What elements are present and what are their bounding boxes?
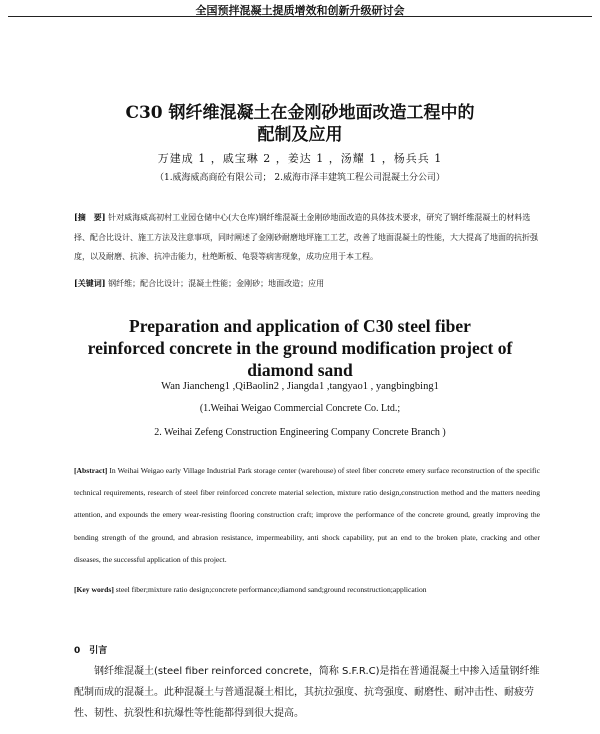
chinese-title-line2: 配制及应用 xyxy=(257,125,343,145)
english-title-line2: reinforced concrete in the ground modification project of xyxy=(87,338,513,358)
chinese-abstract-text: 针对威海威高初村工业园仓储中心(大仓库)钢纤维混凝土金刚砂地面改造的具体技术要求，研究了钢纤维混凝土的材料选择、配合比设计、施工方法及注意事项，同时阐述了金刚砂耐磨地坪施工工艺，改善了地面混凝土的性能，大大提高了地面的抗折强度，以及耐磨、抗渗、抗冲击能力，杜绝断板、龟裂等病害现象，成功应用于本工程。 xyxy=(74,213,538,261)
english-title-line3: diamond sand xyxy=(247,360,353,380)
chinese-affiliations: （1.威海威高商砼有限公司； 2.威海市泽丰建筑工程公司混凝土分公司） xyxy=(154,173,446,183)
chinese-keywords-text: 钢纤维；配合比设计；混凝土性能；金刚砂；地面改造；应用 xyxy=(105,279,325,288)
chinese-authors: 万建成 1 ，戚宝琳 2 ，姜达 1 ，汤耀 1 ，杨兵兵 1 xyxy=(157,152,443,165)
chinese-keywords xyxy=(74,278,544,289)
english-abstract xyxy=(74,460,540,571)
english-abstract-label: [Abstract] xyxy=(74,466,108,475)
header-rule xyxy=(8,16,592,17)
english-keywords-text: steel fiber;mixture ratio design;concrete performance;diamond sand;ground reconstruction;application xyxy=(113,585,427,594)
english-authors: Wan Jiancheng1 ,QiBaolin2 , Jiangda1 ,tangyao1 , yangbingbing1 xyxy=(161,381,439,392)
section-heading: 0 引言 xyxy=(74,646,108,656)
english-title xyxy=(60,315,540,381)
english-keywords xyxy=(74,585,544,594)
english-abstract-text: In Weihai Weigao early Village Industrial Park storage center (warehouse) of steel fiber concrete emery surface reconstruction of the specific technical requirements, research of steel fiber reinforced concrete material selection, mixture ratio design,construction method and the matters needing attention, and expounds the emery wear-resisting flooring construction craft; improve the performance of the concrete ground, greatly improving the bending strength of the ground, and abrasion resistance, impermeability, anti shock capability, put an end to the broken plate, cracking and other diseases, the successful application of this project. xyxy=(74,466,540,564)
english-affiliation-1: (1.Weihai Weigao Commercial Concrete Co. Ltd.; xyxy=(199,403,401,414)
chinese-abstract xyxy=(74,208,544,267)
english-title-line1: Preparation and application of C30 steel fiber xyxy=(129,316,471,336)
conference-header: 全国预拌混凝土提质增效和创新升级研讨会 xyxy=(195,4,405,17)
english-keywords-label: [Key words] xyxy=(74,585,114,594)
english-affiliation-2: 2. Weihai Zefeng Construction Engineering Company Concrete Branch ) xyxy=(154,427,446,438)
chinese-abstract-label: [摘 要] xyxy=(74,212,106,222)
chinese-title-line1: C30 钢纤维混凝土在金刚砂地面改造工程中的 xyxy=(125,103,475,123)
chinese-keywords-label: [关键词] xyxy=(74,278,106,288)
intro-paragraph: 钢纤维混凝土(steel fiber reinforced concrete，简称 S.F.R.C)是指在普通混凝土中掺入适量钢纤维配制而成的混凝土。此种混凝土与普通混凝土相比，其抗拉强度、抗弯强度、耐磨性、耐冲击性、耐疲劳性、韧性、抗裂性和抗爆性等性能都得到很大提高。 xyxy=(74,666,540,719)
